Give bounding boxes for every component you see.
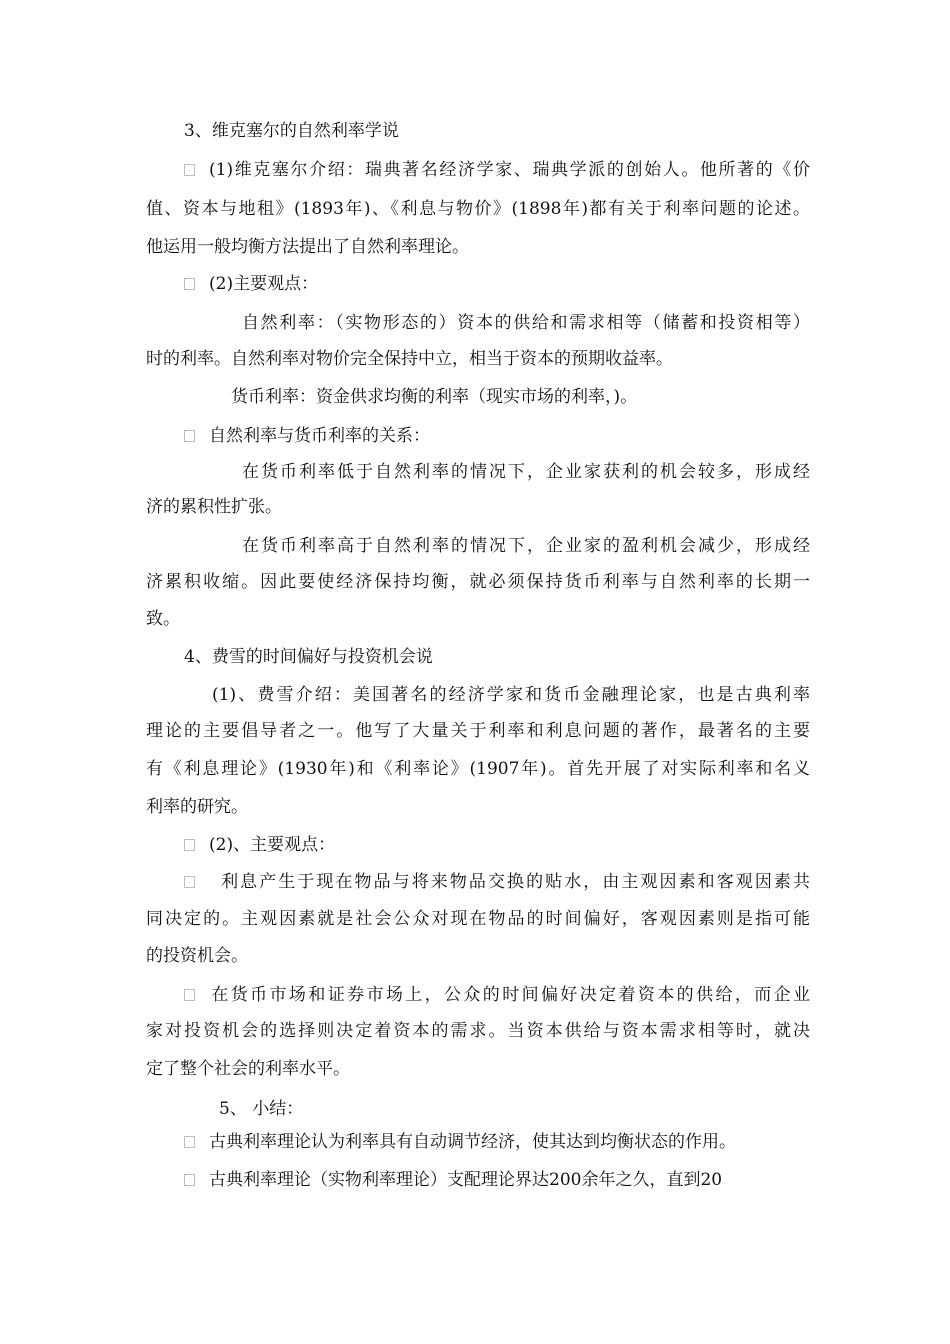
s3-main-points-text: (2)主要观点： [209,274,319,294]
section-4-heading: 4、费雪的时间偏好与投资机会说 [184,647,433,667]
s4-market-line-3: 定了整个社会的利率水平。 [146,1059,350,1079]
bullet-icon [184,989,195,1001]
bullet-icon [184,430,195,442]
s4-intro-line-1: (1)、费雪介绍：美国著名的经济学家和货币金融理论家，也是古典利率 [212,685,810,705]
s3-natural-rate-line-1: 自然利率：（实物形态的）资本的供给和需求相等（储蓄和投资相等） [242,313,810,333]
s3-intro-line-2: 值、资本与地租》(1893年)、《利息与物价》(1898年)都有关于利率问题的论述。 [146,199,810,219]
s4-intro-line-3: 有《利息理论》(1930年)和《利率论》(1907年)。首先开展了对实际利率和名义 [146,759,810,779]
s3-high-case-line-2: 济累积收缩。因此要使经济保持均衡，就必须保持货币利率与自然利率的长期一 [146,572,810,592]
s5-point-2-text: 古典利率理论（实物利率理论）支配理论界达200余年之久，直到20 [209,1170,723,1190]
s3-intro-text-1: (1)维克塞尔介绍：瑞典著名经济学家、瑞典学派的创始人。他所著的《价 [209,160,810,180]
s3-intro-line-1 [184,158,810,182]
s5-point-1 [184,1130,848,1154]
s4-main-points-text: (2)、主要观点： [209,835,336,855]
s3-relation-text: 自然利率与货币利率的关系： [209,426,430,446]
s3-relation [184,424,848,448]
s3-high-case-line-3: 致。 [146,609,180,629]
section-3-heading: 3、维克塞尔的自然利率学说 [184,121,399,141]
bullet-icon [184,839,195,851]
s4-market-line-2: 家对投资机会的选择则决定着资本的需求。当资本供给与资本需求相等时，就决 [146,1021,810,1041]
s4-intro-line-2: 理论的主要倡导者之一。他写了大量关于利率和利息问题的著作，最著名的主要 [146,721,810,741]
s4-interest-text-1: 利息产生于现在物品与将来物品交换的贴水，由主观因素和客观因素共 [219,872,810,892]
bullet-icon [184,1136,195,1148]
s4-interest-line-1 [184,870,810,894]
s3-main-points [184,272,848,296]
s5-point-1-text: 古典利率理论认为利率具有自动调节经济，使其达到均衡状态的作用。 [209,1132,736,1152]
bullet-icon [184,164,195,176]
s4-interest-line-3: 的投资机会。 [146,946,248,966]
section-5-heading: 5、 小结： [219,1099,304,1119]
s4-interest-line-2: 同决定的。主观因素就是社会公众对现在物品的时间偏好，客观因素则是指可能 [146,909,810,929]
s3-natural-rate-line-2: 时的利率。自然利率对物价完全保持中立，相当于资本的预期收益率。 [146,349,673,369]
s3-intro-line-3: 他运用一般均衡方法提出了自然利率理论。 [146,237,469,257]
s4-main-points [184,833,848,857]
s3-low-case-line-2: 济的累积性扩张。 [146,497,282,517]
s4-intro-line-4: 利率的研究。 [146,797,248,817]
s3-high-case-line-1: 在货币利率高于自然利率的情况下，企业家的盈利机会减少，形成经 [242,536,810,556]
bullet-icon [184,278,195,290]
s4-market-text-1: 在货币市场和证券市场上，公众的时间偏好决定着资本的供给，而企业 [209,985,810,1005]
s5-point-2 [184,1168,848,1192]
bullet-icon [184,876,195,888]
s3-low-case-line-1: 在货币利率低于自然利率的情况下，企业家获利的机会较多，形成经 [242,462,810,482]
bullet-icon [184,1174,195,1186]
s3-money-rate: 货币利率：资金供求均衡的利率（现实市场的利率，)。 [231,387,638,407]
s4-market-line-1 [184,983,810,1007]
